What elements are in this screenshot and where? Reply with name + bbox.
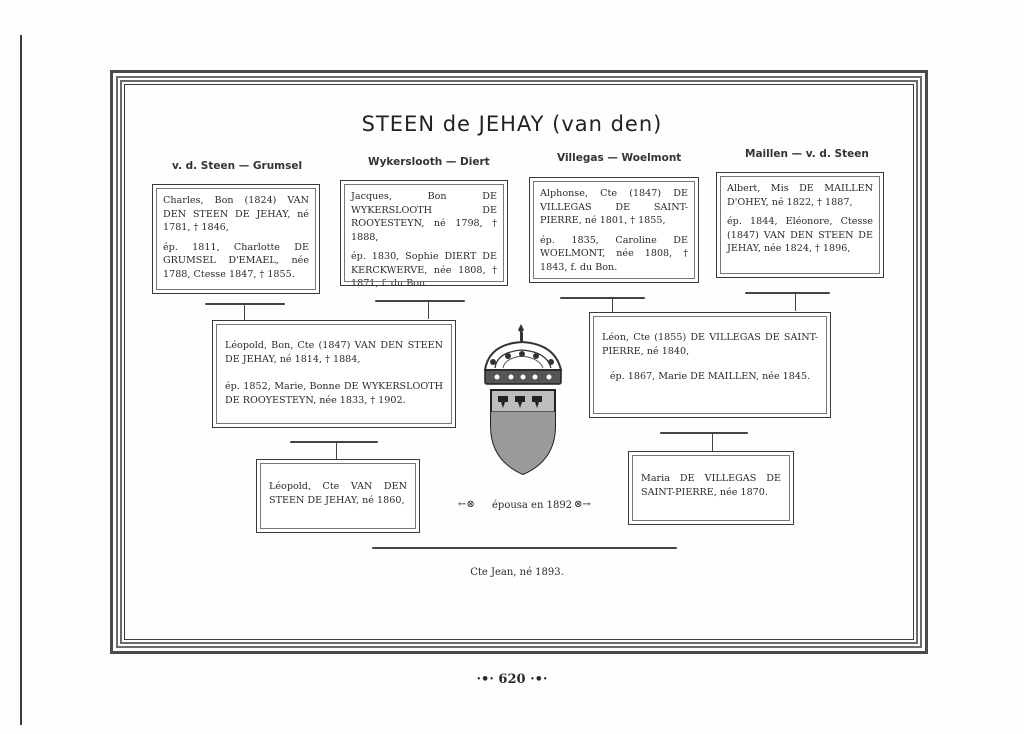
genealogy-box-maria-1870 bbox=[628, 451, 794, 525]
person-paragraph: Alphonse, Cte (1847) DE VILLEGAS DE SAINT-PIERRE, né 1801, † 1855, bbox=[540, 188, 688, 226]
page-number bbox=[0, 672, 1024, 687]
genealogy-box-wykerslooth-diert bbox=[340, 180, 508, 289]
genealogy-box-villegas-woelmont bbox=[529, 177, 699, 283]
person-paragraph: Albert, Mis DE MAILLEN D'OHEY, né 1822, † 1887, bbox=[727, 183, 873, 208]
genealogy-box-maillen-steen bbox=[716, 172, 884, 278]
coat-of-arms-icon bbox=[475, 322, 571, 478]
connector-line bbox=[336, 442, 337, 459]
column-heading-3: Villegas — Woelmont bbox=[557, 152, 682, 164]
spouse-paragraph: ép. 1852, Marie, Bonne DE WYKERSLOOTH DE ROOYESTEYN, née 1833, † 1902. bbox=[225, 381, 443, 406]
arrow-right-icon: ⊗→ bbox=[574, 499, 591, 510]
genealogy-box-leopold-marie bbox=[212, 320, 456, 428]
marriage-note: épousa en 1892 bbox=[492, 500, 573, 511]
column-heading-2: Wykerslooth — Diert bbox=[368, 156, 490, 168]
person-paragraph: Charles, Bon (1824) VAN DEN STEEN DE JEHAY, né 1781, † 1846, bbox=[163, 195, 309, 233]
person-paragraph: Maria DE VILLEGAS DE SAINT-PIERRE, née 1870. bbox=[641, 473, 781, 498]
page-number-prefix: ·•· bbox=[476, 672, 494, 687]
genealogy-box-leon-marie bbox=[589, 312, 831, 418]
page-title: STEEN de JEHAY (van den) bbox=[361, 112, 663, 136]
connector-line bbox=[712, 433, 713, 451]
connector-line bbox=[795, 293, 796, 311]
spouse-paragraph: ép. 1867, Marie DE MAILLEN, née 1845. bbox=[609, 371, 811, 382]
person-paragraph: Jacques, Bon DE WYKERSLOOTH DE ROOYESTEYN, né 1798, † 1888, bbox=[351, 191, 497, 243]
spouse-paragraph: ép. 1844, Eléonore, Ctesse (1847) VAN DEN STEEN DE JEHAY, née 1824, † 1896, bbox=[727, 216, 873, 254]
connector-line bbox=[612, 298, 613, 313]
person-paragraph: Léopold, Bon, Cte (1847) VAN DEN STEEN DE JEHAY, né 1814, † 1884, bbox=[225, 340, 443, 365]
flourish-divider bbox=[372, 547, 677, 549]
spouse-paragraph: ép. 1830, Sophie DIERT DE KERCKWERVE, née 1808, † 1871, f. du Bon. bbox=[351, 251, 497, 289]
arrow-left-icon: ←⊗ bbox=[458, 499, 475, 510]
genealogy-box-leopold-1860 bbox=[256, 459, 420, 533]
column-heading-4: Maillen — v. d. Steen bbox=[745, 148, 869, 160]
flourish-connector bbox=[560, 297, 645, 299]
flourish-connector bbox=[375, 300, 465, 302]
person-paragraph: Léon, Cte (1855) DE VILLEGAS DE SAINT-PIERRE, né 1840, bbox=[602, 332, 818, 357]
person-paragraph: Léopold, Cte VAN DEN STEEN DE JEHAY, né 1860, bbox=[269, 481, 407, 506]
child-entry: Cte Jean, né 1893. bbox=[470, 567, 564, 578]
flourish-connector bbox=[660, 432, 748, 434]
page-number-suffix: ·•· bbox=[530, 672, 548, 687]
binding-edge bbox=[20, 35, 22, 725]
flourish-connector bbox=[745, 292, 830, 294]
connector-line bbox=[244, 304, 245, 320]
page-number-value: 620 bbox=[498, 672, 526, 687]
spouse-paragraph: ép. 1811, Charlotte DE GRUMSEL D'EMAEL, née 1788, Ctesse 1847, † 1855. bbox=[163, 241, 309, 280]
flourish-connector bbox=[205, 303, 285, 305]
connector-line bbox=[428, 301, 429, 319]
flourish-connector bbox=[290, 441, 378, 443]
genealogy-box-steen-grumsel bbox=[152, 184, 320, 294]
column-heading-1: v. d. Steen — Grumsel bbox=[172, 160, 303, 172]
spouse-paragraph: ép. 1835, Caroline DE WOELMONT, née 1808, † 1843, f. du Bon. bbox=[540, 234, 688, 273]
